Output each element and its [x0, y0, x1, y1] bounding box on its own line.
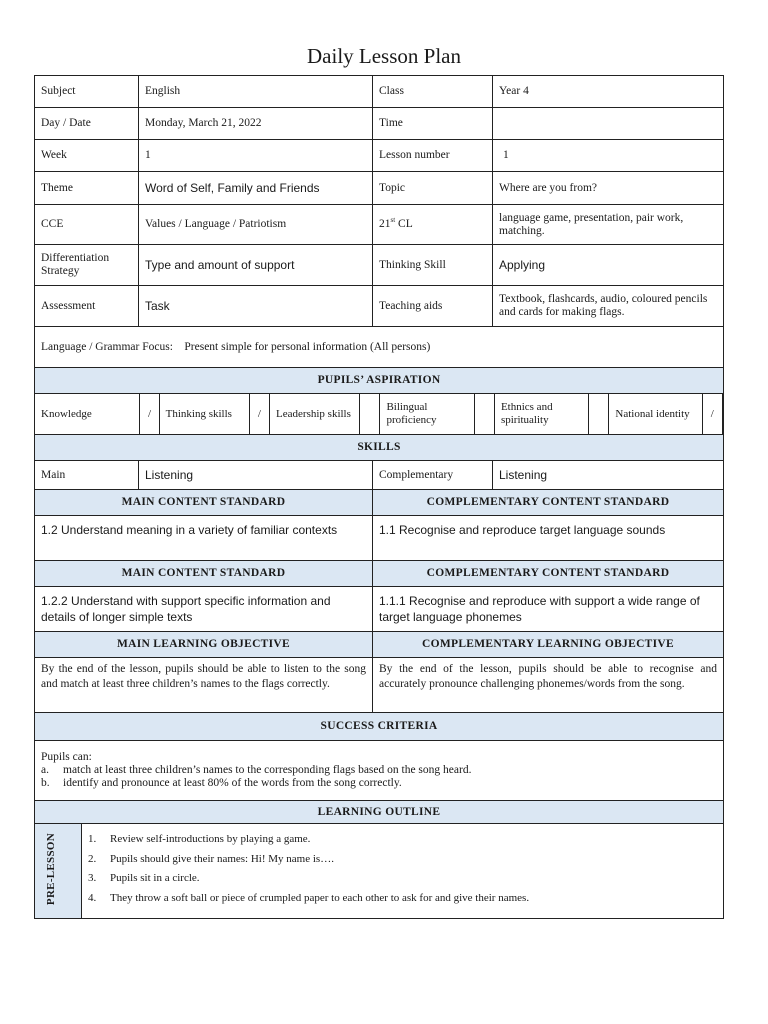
learning-outline-header: LEARNING OUTLINE: [35, 801, 724, 824]
row-outline: [35, 824, 724, 919]
main-content-standard-header-2: MAIN CONTENT STANDARD: [35, 561, 373, 587]
aspiration-thinking-label: Thinking skills: [159, 394, 249, 435]
differentiation-label: Differentiation Strategy: [35, 245, 139, 286]
thinking-skill-value: Applying: [493, 245, 724, 286]
teaching-aids-label: Teaching aids: [373, 286, 493, 327]
row-success-header: [35, 713, 724, 741]
aspiration-knowledge-label: Knowledge: [35, 394, 140, 435]
subject-value: English: [139, 76, 373, 108]
skills-main-value: Listening: [139, 461, 373, 490]
assessment-value: Task: [139, 286, 373, 327]
row-content-standard-header-2: [35, 561, 724, 587]
row-aspiration-header: [35, 368, 724, 394]
lesson-plan-table: [34, 75, 724, 919]
row-skills-header: [35, 435, 724, 461]
aspiration-national-label: National identity: [609, 394, 702, 435]
success-criteria-marker: b.: [41, 777, 50, 789]
thinking-skill-label: Thinking Skill: [373, 245, 493, 286]
time-label: Time: [373, 108, 493, 140]
aspiration-knowledge-mark: /: [140, 394, 159, 435]
list-item: [88, 869, 717, 889]
aspiration-national-mark: /: [702, 394, 722, 435]
subject-label: Subject: [35, 76, 139, 108]
date-value: Monday, March 21, 2022: [139, 108, 373, 140]
success-criteria-marker: a.: [41, 764, 49, 776]
topic-value: Where are you from?: [493, 172, 724, 205]
success-criteria-item: [41, 777, 717, 790]
row-cce: [35, 205, 724, 245]
week-label: Week: [35, 140, 139, 172]
aspiration-ethnics-mark: [589, 394, 609, 435]
main-objective-text: By the end of the lesson, pupils should be able to listen to the song and match at least three children’s names to the flags correctly.: [35, 658, 373, 713]
success-criteria-header: SUCCESS CRITERIA: [35, 713, 724, 741]
row-subject: [35, 76, 724, 108]
row-objective-header: [35, 632, 724, 658]
cl-label-text: CL: [395, 218, 413, 230]
list-item: [88, 889, 717, 909]
week-value: 1: [139, 140, 373, 172]
step-text: Pupils should give their names: Hi! My name is….: [110, 852, 334, 865]
row-skills: [35, 461, 724, 490]
complementary-content-standard-2: 1.1.1 Recognise and reproduce with support a wide range of target language phonemes: [373, 587, 724, 632]
step-text: Review self-introductions by playing a game.: [110, 833, 311, 845]
cl-label-superscript: st: [390, 216, 396, 225]
aspiration-leadership-label: Leadership skills: [270, 394, 360, 435]
row-theme: [35, 172, 724, 205]
complementary-objective-text: By the end of the lesson, pupils should be able to recognise and accurately pronounce challenging phonemes/words from the song.: [373, 658, 724, 713]
lesson-number-value: 1: [493, 140, 724, 172]
cce-value: Values / Language / Patriotism: [139, 205, 373, 245]
aspiration-thinking-mark: /: [249, 394, 269, 435]
cl-value: language game, presentation, pair work, matching.: [493, 205, 724, 245]
topic-label: Topic: [373, 172, 493, 205]
aspiration-table: [35, 394, 724, 435]
skills-main-label: Main: [35, 461, 139, 490]
theme-label: Theme: [35, 172, 139, 205]
aspiration-leadership-mark: [360, 394, 380, 435]
theme-value: Word of Self, Family and Friends: [139, 172, 373, 205]
success-criteria-text: match at least three children’s names to the corresponding flags based on the song heard.: [63, 764, 472, 776]
cl-label: [373, 205, 493, 245]
outline-table: [35, 824, 724, 919]
time-value: [493, 108, 724, 140]
pre-lesson-stage-label: PRE-LESSON: [45, 832, 57, 906]
cce-label: CCE: [35, 205, 139, 245]
step-number: 4.: [88, 891, 97, 904]
main-objective-header: MAIN LEARNING OBJECTIVE: [35, 632, 373, 658]
main-content-standard-1: 1.2 Understand meaning in a variety of familiar contexts: [35, 516, 373, 561]
list-item: [88, 850, 717, 870]
row-objective: [35, 658, 724, 713]
step-number: 2.: [88, 852, 97, 865]
row-differentiation: [35, 245, 724, 286]
cl-label-number: 21: [379, 218, 391, 230]
row-date: [35, 108, 724, 140]
aspiration-header: PUPILS’ ASPIRATION: [35, 368, 724, 394]
pre-lesson-stage-cell: [35, 824, 82, 919]
success-criteria-text: identify and pronounce at least 80% of the words from the song correctly.: [63, 777, 402, 789]
class-value: Year 4: [493, 76, 724, 108]
row-outline-header: [35, 801, 724, 824]
list-item: [88, 830, 717, 850]
pre-lesson-step-list: [88, 830, 717, 908]
grammar-focus-value: Present simple for personal information (All persons): [184, 340, 431, 353]
main-content-standard-header: MAIN CONTENT STANDARD: [35, 490, 373, 516]
date-label: Day / Date: [35, 108, 139, 140]
success-criteria-body: [35, 741, 724, 801]
row-success: [35, 741, 724, 801]
complementary-content-standard-header-2: COMPLEMENTARY CONTENT STANDARD: [373, 561, 724, 587]
row-aspiration: [35, 394, 724, 435]
complementary-content-standard-1: 1.1 Recognise and reproduce target language sounds: [373, 516, 724, 561]
aspiration-ethnics-label: Ethnics and spirituality: [494, 394, 588, 435]
main-content-standard-2: 1.2.2 Understand with support specific information and details of longer simple texts: [35, 587, 373, 632]
row-week: [35, 140, 724, 172]
skills-complementary-value: Listening: [493, 461, 724, 490]
skills-header: SKILLS: [35, 435, 724, 461]
success-criteria-intro: Pupils can:: [41, 751, 92, 763]
row-content-standard-2: [35, 587, 724, 632]
row-content-standard-header: [35, 490, 724, 516]
step-text: They throw a soft ball or piece of crumpled paper to each other to ask for and give their names.: [110, 891, 530, 904]
success-criteria-item: [41, 764, 717, 777]
row-grammar: [35, 327, 724, 368]
step-number: 1.: [88, 833, 97, 845]
complementary-content-standard-header: COMPLEMENTARY CONTENT STANDARD: [373, 490, 724, 516]
class-label: Class: [373, 76, 493, 108]
skills-complementary-label: Complementary: [373, 461, 493, 490]
aspiration-bilingual-label: Bilingual proficiency: [380, 394, 474, 435]
grammar-focus-label: Language / Grammar Focus:: [41, 340, 173, 353]
grammar-focus: [35, 327, 724, 368]
aspiration-bilingual-mark: [474, 394, 494, 435]
row-content-standard-1: [35, 516, 724, 561]
complementary-objective-header: COMPLEMENTARY LEARNING OBJECTIVE: [373, 632, 724, 658]
row-assessment: [35, 286, 724, 327]
pre-lesson-steps: [82, 824, 724, 919]
step-number: 3.: [88, 872, 97, 884]
assessment-label: Assessment: [35, 286, 139, 327]
step-text: Pupils sit in a circle.: [110, 872, 200, 884]
lesson-number-label: Lesson number: [373, 140, 493, 172]
page-title: Daily Lesson Plan: [307, 44, 461, 68]
teaching-aids-value: Textbook, flashcards, audio, coloured pencils and cards for making flags.: [493, 286, 724, 327]
differentiation-value: Type and amount of support: [139, 245, 373, 286]
